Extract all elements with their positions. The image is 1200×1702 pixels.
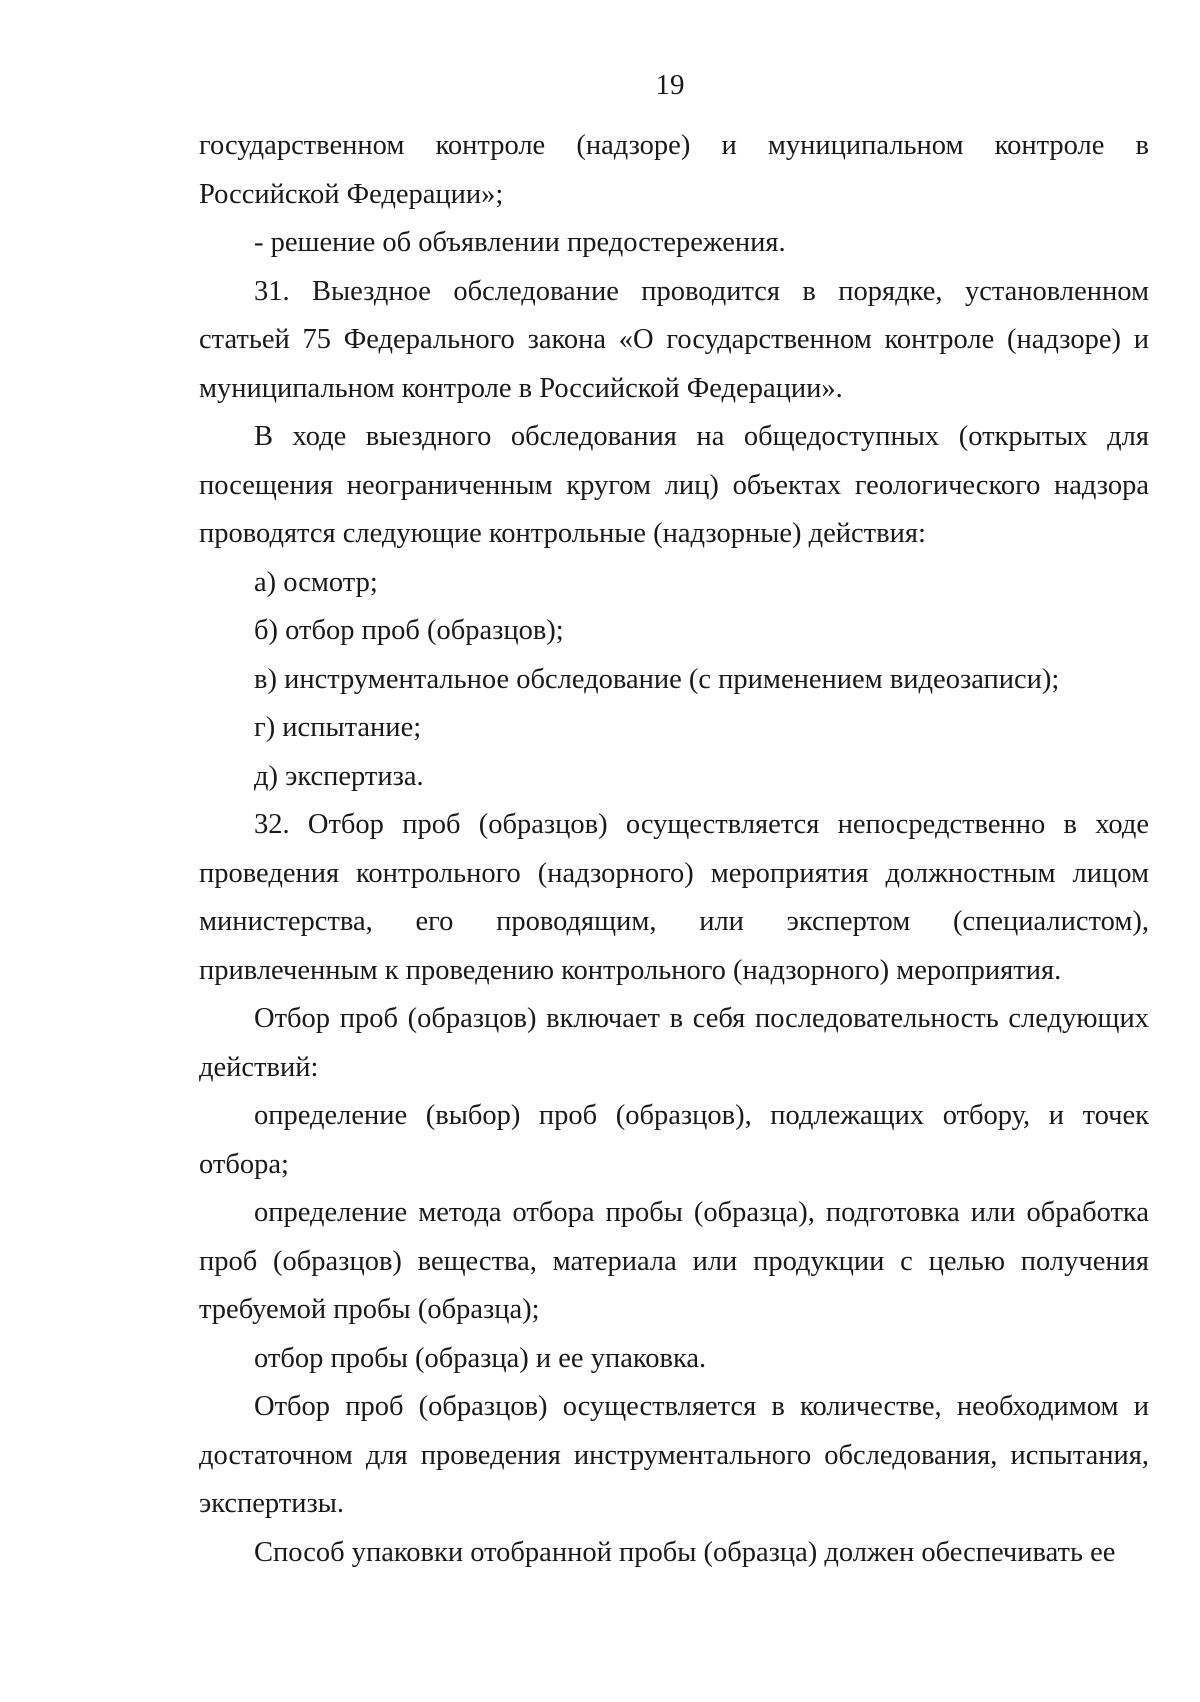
paragraph-item-31: 31. Выездное обследование проводится в порядке, установленном статьей 75 Федерального закона «О государственном контроле (надзоре) и муниципальном контроле в Российской Федерации». — [199, 275, 1149, 404]
list-item-v-instrumental-survey: в) инструментальное обследование (с применением видеозаписи); — [254, 663, 1060, 695]
paragraph-packaging-method: Способ упаковки отобранной пробы (образца) должен обеспечивать ее — [254, 1536, 1116, 1568]
page-number: 19 — [655, 69, 685, 101]
paragraph-sampling-points: определение (выбор) проб (образцов), подлежащих отбору, и точек отбора; — [199, 1100, 1149, 1180]
list-item-d-expertise: д) экспертиза. — [254, 760, 424, 792]
paragraph-inspection-actions-intro: В ходе выездного обследования на общедоступных (открытых для посещения неограниченным кругом лиц) объектах геологического надзора проводятся следующие контрольные (надзорные) действия: — [199, 421, 1149, 549]
paragraph-sampling-quantity: Отбор проб (образцов) осуществляется в количестве, необходимом и достаточном для проведения инструментального обследования, испытания, экспертизы. — [199, 1391, 1149, 1519]
paragraph-continued-law-title: государственном контроле (надзоре) и муниципальном контроле в Российской Федерации»; — [199, 130, 1149, 210]
paragraph-sampling-sequence-intro: Отбор проб (образцов) включает в себя последовательность следующих действий: — [199, 1003, 1149, 1083]
paragraph-warning-decision: - решение об объявлении предостережения. — [254, 227, 786, 258]
list-item-a-inspection: а) осмотр; — [254, 566, 378, 598]
document-body — [199, 122, 1149, 1577]
list-item-g-testing: г) испытание; — [254, 712, 422, 743]
list-item-b-sampling: б) отбор проб (образцов); — [254, 615, 564, 646]
paragraph-sampling-packaging: отбор пробы (образца) и ее упаковка. — [254, 1342, 707, 1374]
paragraph-sampling-method: определение метода отбора пробы (образца), подготовка или обработка проб (образцов) вещества, материала или продукции с целью получения требуемой пробы (образца); — [199, 1197, 1149, 1325]
paragraph-item-32: 32. Отбор проб (образцов) осуществляется непосредственно в ходе проведения контрольного (надзорного) мероприятия должностным лицом министерства, его проводящим, или экспертом (специалистом), привлеченным к проведению контрольного (надзорного) мероприятия. — [199, 809, 1149, 986]
